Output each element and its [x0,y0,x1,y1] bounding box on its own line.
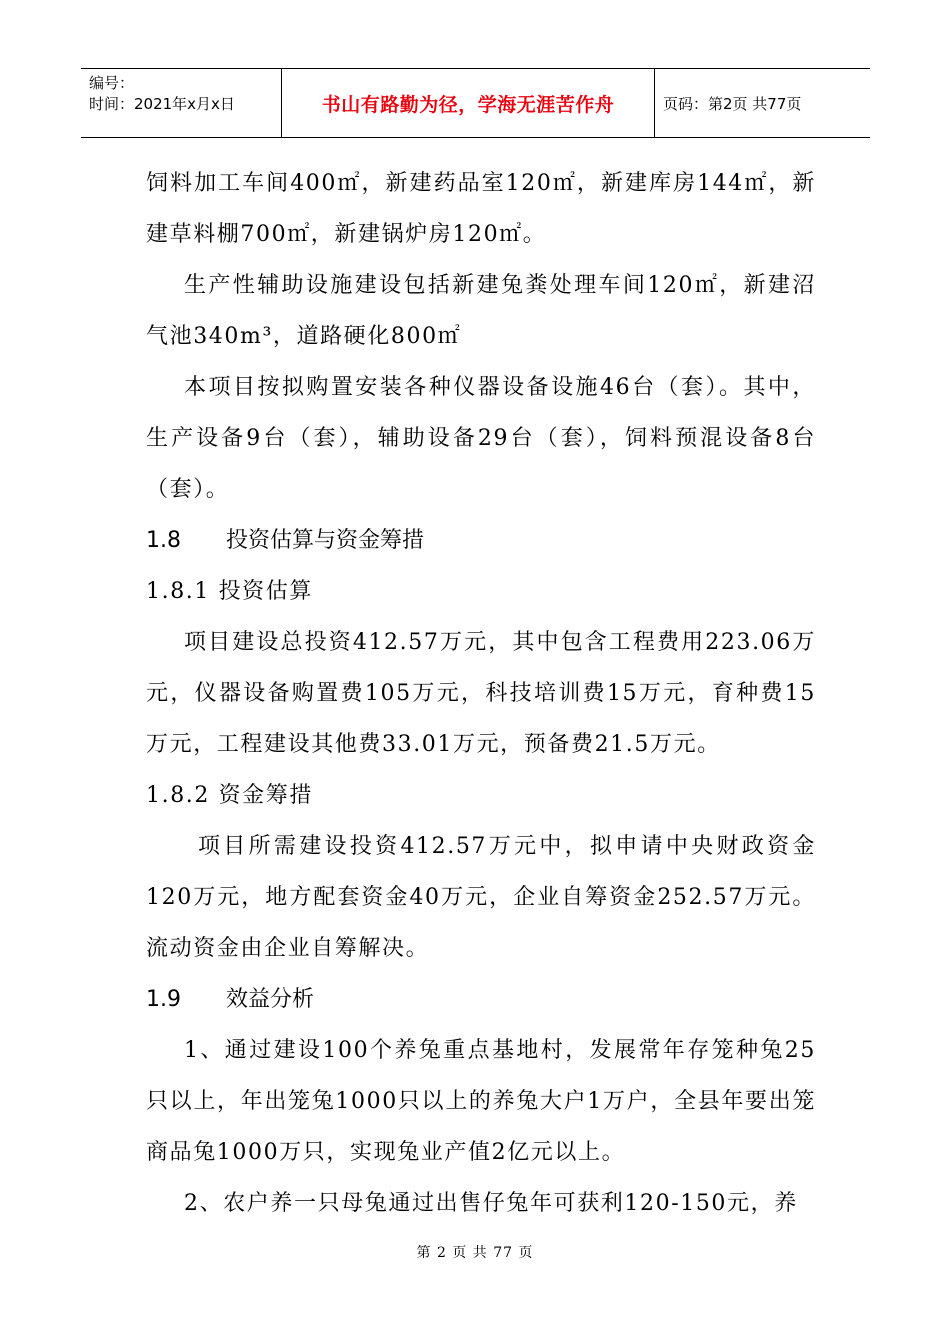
document-number-label: 编号： [89,74,135,92]
page-header [81,68,870,138]
section-title: 投资估算与资金筹措 [226,528,425,553]
subsection-heading-1-8-1: 1.8.1 投资估算 [146,579,313,604]
subsection-heading-1-8-2: 1.8.2 资金筹措 [146,783,313,808]
paragraph-benefit-2: 2、农户养一只母兔通过出售仔兔年可获利120-150元，养 [184,1191,798,1216]
paragraph-benefit-1: 1、通过建设100个养兔重点基地村，发展常年存笼种兔25只以上，年出笼兔1000只以上的养兔大户1万户，全县年要出笼商品兔1000万只，实现兔业产值2亿元以上。 [146,1038,816,1165]
section-number: 1.8 [146,528,181,553]
document-time-label: 时间：2021年x月x日 [89,95,235,113]
section-title: 效益分析 [226,987,315,1012]
paragraph-investment-estimate: 项目建设总投资412.57万元，其中包含工程费用223.06万元，仪器设备购置费105万元，科技培训费15万元，育种费15万元，工程建设其他费33.01万元，预备费21.5万元。 [146,630,816,757]
page-footer: 第 2 页 共 77 页 [416,1245,534,1261]
section-number: 1.9 [146,987,181,1012]
paragraph-workshops: 饲料加工车间400㎡，新建药品室120㎡，新建库房144㎡，新建草料棚700㎡，新建锅炉房120㎡。 [146,171,816,247]
paragraph-funding: 项目所需建设投资412.57万元中，拟申请中央财政资金120万元，地方配套资金40万元，企业自筹资金252.57万元。流动资金由企业自筹解决。 [146,834,816,961]
header-page-info: 页码：第2页 共77页 [663,94,802,113]
document-body [146,158,816,1229]
paragraph-equipment: 本项目按拟购置安装各种仪器设备设施46台（套）。其中，生产设备9台（套），辅助设备29台（套），饲料预混设备8台（套）。 [146,375,816,502]
header-motto: 书山有路勤为径，学海无涯苦作舟 [282,69,655,137]
section-heading-1-8 [146,515,816,566]
paragraph-auxiliary-facilities: 生产性辅助设施建设包括新建兔粪处理车间120㎡，新建沼气池340m³，道路硬化800㎡ [146,273,816,349]
section-heading-1-9 [146,974,816,1025]
header-meta [81,69,282,137]
